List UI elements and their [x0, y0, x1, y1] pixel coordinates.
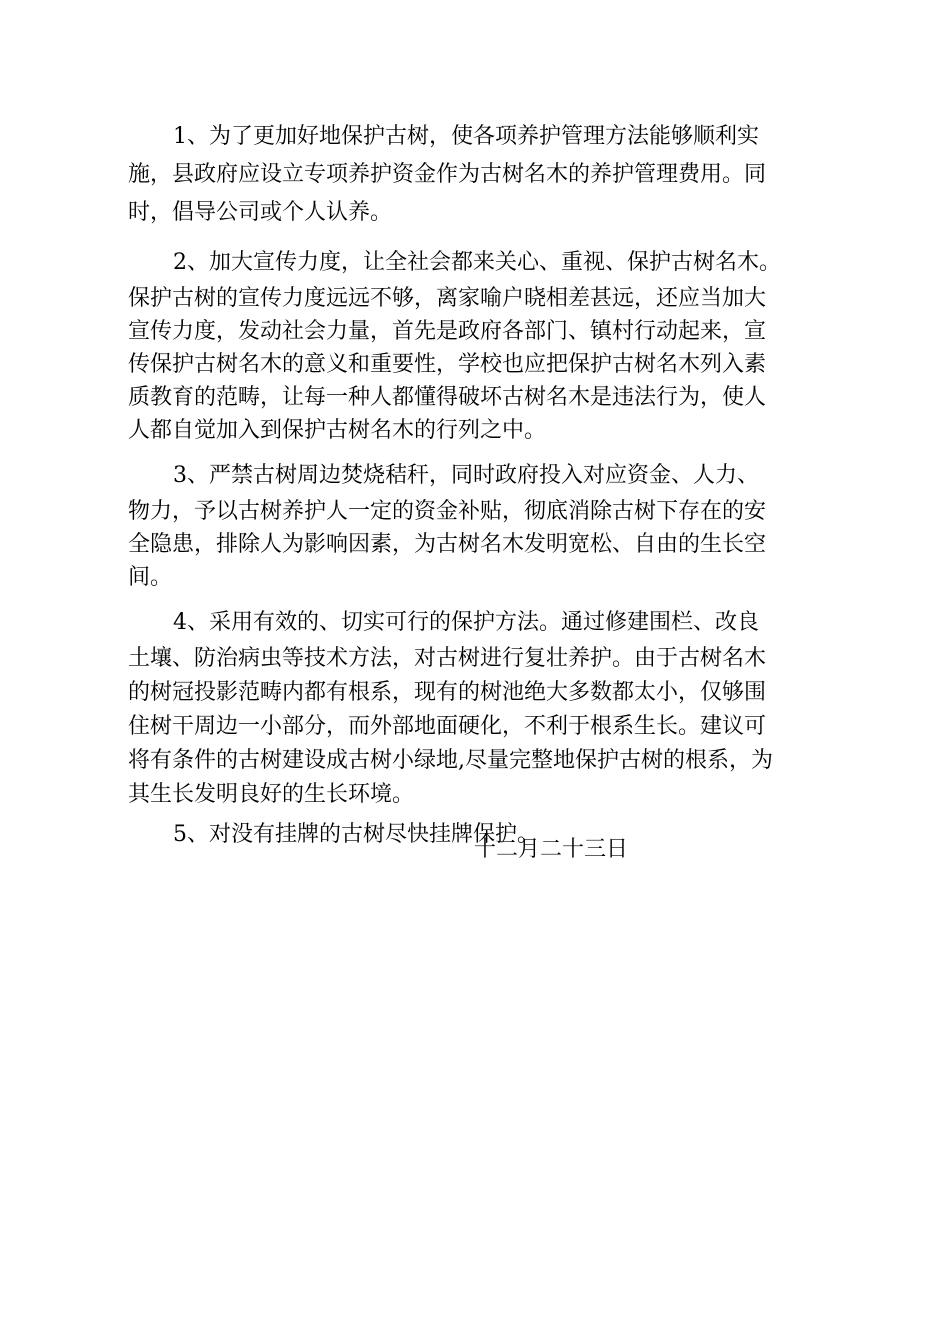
paragraph-line: 施，县政府应设立专项养护资金作为古树名木的养护管理费用。同 [128, 162, 767, 187]
document-body [128, 118, 840, 854]
paragraph-line: 宣传力度，发动社会力量，首先是政府各部门、镇村行动起来，宣 [128, 319, 767, 344]
paragraph-3 [128, 457, 840, 594]
paragraph-line: 住树干周边一小部分，而外部地面硬化，不利于根系生长。建议可 [128, 714, 767, 739]
paragraph-1 [128, 118, 840, 232]
paragraph-line: 间。 [128, 565, 173, 590]
paragraph-line: 2、加大宣传力度，让全社会都来关心、重视、保护古树名木。 [173, 250, 781, 275]
paragraph-line: 保护古树的宣传力度远远不够，离家喻户晓相差甚远，还应当加大 [128, 286, 767, 311]
paragraph-line: 人都自觉加入到保护古树名木的行列之中。 [128, 418, 547, 443]
paragraph-line: 时，倡导公司或个人认养。 [128, 200, 393, 225]
paragraph-line: 其生长发明良好的生长环境。 [128, 782, 415, 807]
paragraph-line: 1、为了更加好地保护古树，使各项养护管理方法能够顺利实 [173, 124, 759, 149]
paragraph-line: 4、采用有效的、切实可行的保护方法。通过修建围栏、改良 [173, 610, 759, 635]
paragraph-line: 全隐患，排除人为影响因素，为古树名木发明宽松、自由的生长空 [128, 532, 767, 557]
paragraph-line: 传保护古树名木的意义和重要性，学校也应把保护古树名木列入素 [128, 352, 767, 377]
paragraph-line: 5、对没有挂牌的古树尽快挂牌保护。 [173, 822, 539, 847]
paragraph-line: 质教育的范畴，让每一种人都懂得破坏古树名木是违法行为，使人 [128, 385, 767, 410]
paragraph-line: 3、严禁古树周边焚烧秸秆，同时政府投入对应资金、人力、 [173, 463, 759, 488]
paragraph-line: 的树冠投影范畴内都有根系，现有的树池绝大多数都太小，仅够围 [128, 680, 767, 705]
document-date: 十二月二十三日 [474, 837, 629, 862]
paragraph-line: 土壤、防治病虫等技术方法，对古树进行复壮养护。由于古树名木 [128, 646, 767, 671]
paragraph-line: 将有条件的古树建设成古树小绿地,尽量完整地保护古树的根系，为 [128, 748, 773, 773]
paragraph-line: 物力，予以古树养护人一定的资金补贴，彻底消除古树下存在的安 [128, 499, 767, 524]
paragraph-2 [128, 244, 840, 447]
paragraph-4 [128, 604, 840, 812]
